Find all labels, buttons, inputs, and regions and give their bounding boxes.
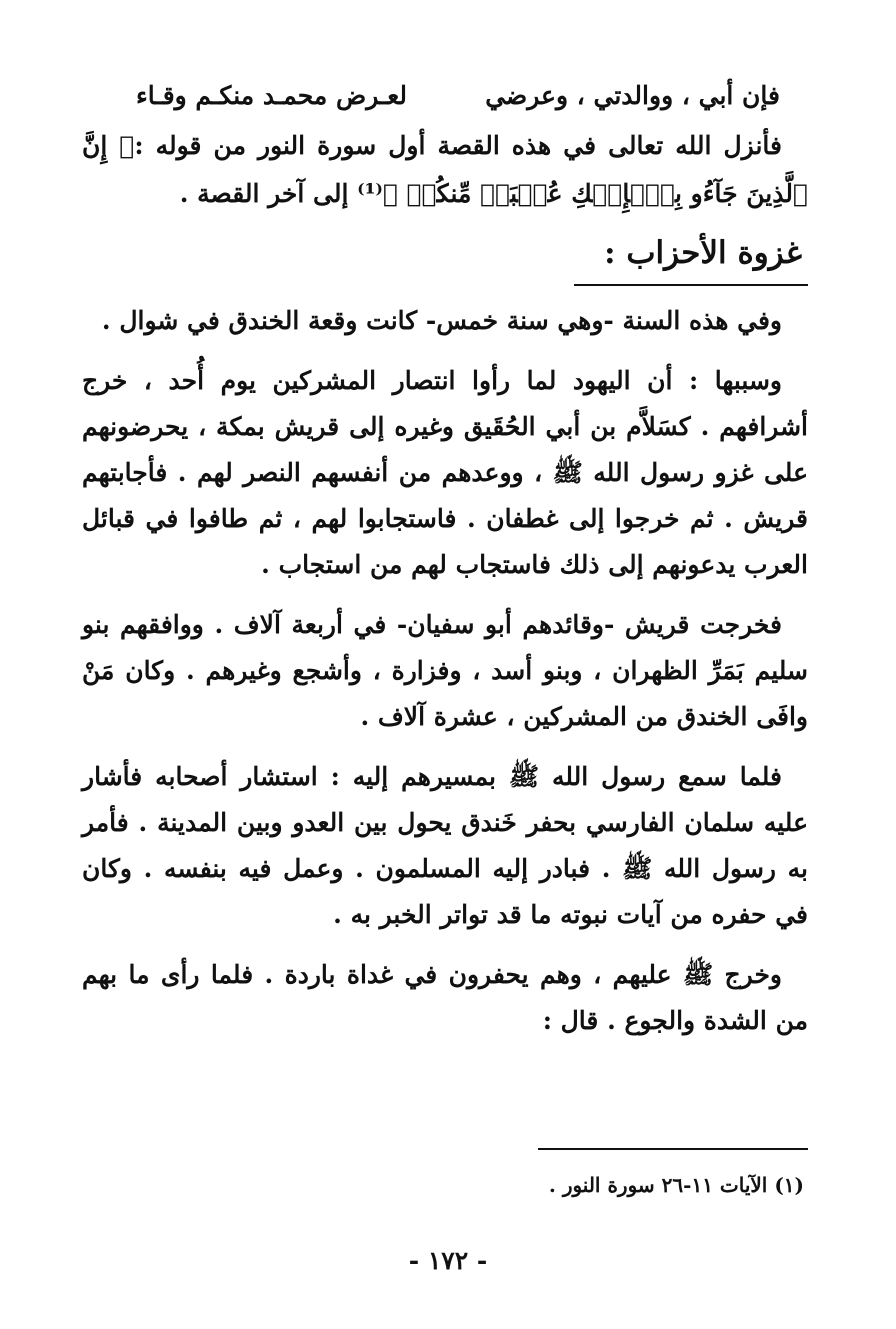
footnote: (١) الآيات ١١-٢٦ سورة النور . xyxy=(548,1173,804,1197)
poetry-verse xyxy=(82,70,808,122)
paragraph-date: وفي هذه السنة -وهي سنة خمس- كانت وقعة الخندق في شوال . xyxy=(101,306,782,335)
section-heading: غزوة الأحزاب : xyxy=(574,226,808,286)
paragraph-cold-morning: وخرج ﷺ عليهم ، وهم يحفرون في غداة باردة . فلما رأى ما بهم من الشدة والجوع . قال : xyxy=(82,960,808,1035)
quran-revelation-paragraph: فأنزل الله تعالى في هذه القصة أول سورة النور من قوله :﴿ إِنَّ ٱلَّذِينَ جَآءُو بِٱلۡإِفۡكِ عُصۡبَةٞ مِّنكُمۡ ﴾⁽¹⁾ إلى آخر القصة . xyxy=(82,131,808,208)
verse-hemistich-right: فإن أبي ، ووالدتي ، وعرضي xyxy=(485,81,780,110)
verse-hemistich-left: لعـرض محمـد منكـم وقـاء xyxy=(136,81,407,110)
paragraph-cause: وسببها : أن اليهود لما رأوا انتصار المشركين يوم أُحد ، خرج أشرافهم . كسَلاَّم بن أبي الحُقَيق وغيره إلى قريش بمكة ، يحرضونهم على غزو رسول الله ﷺ ، ووعدهم من أنفسهم النصر لهم . فأجابتهم قريش . ثم خرجوا إلى غطفان . فاستجابوا لهم ، ثم طافوا في قبائل العرب يدعونهم إلى ذلك فاستجاب لهم من استجاب . xyxy=(82,366,808,579)
paragraph-trench-digging: فلما سمع رسول الله ﷺ بمسيرهم إليه : استشار أصحابه فأشار عليه سلمان الفارسي بحفر خَندق يحول بين العدو وبين المدينة . فأمر به رسول الله ﷺ . فبادر إليه المسلمون . وعمل فيه بنفسه . وكان في حفره من آيات نبوته ما قد تواتر الخبر به . xyxy=(82,762,808,929)
page-number: - ١٧٢ - xyxy=(408,1246,488,1275)
footnote-divider xyxy=(538,1148,808,1150)
paragraph-quraysh-march: فخرجت قريش -وقائدهم أبو سفيان- في أربعة آلاف . ووافقهم بنو سليم بَمَرِّ الظهران ، وبنو أسد ، وفزارة ، وأشجع وغيرهم . وكان مَنْ وافَى الخندق من المشركين ، عشرة آلاف . xyxy=(82,610,808,731)
